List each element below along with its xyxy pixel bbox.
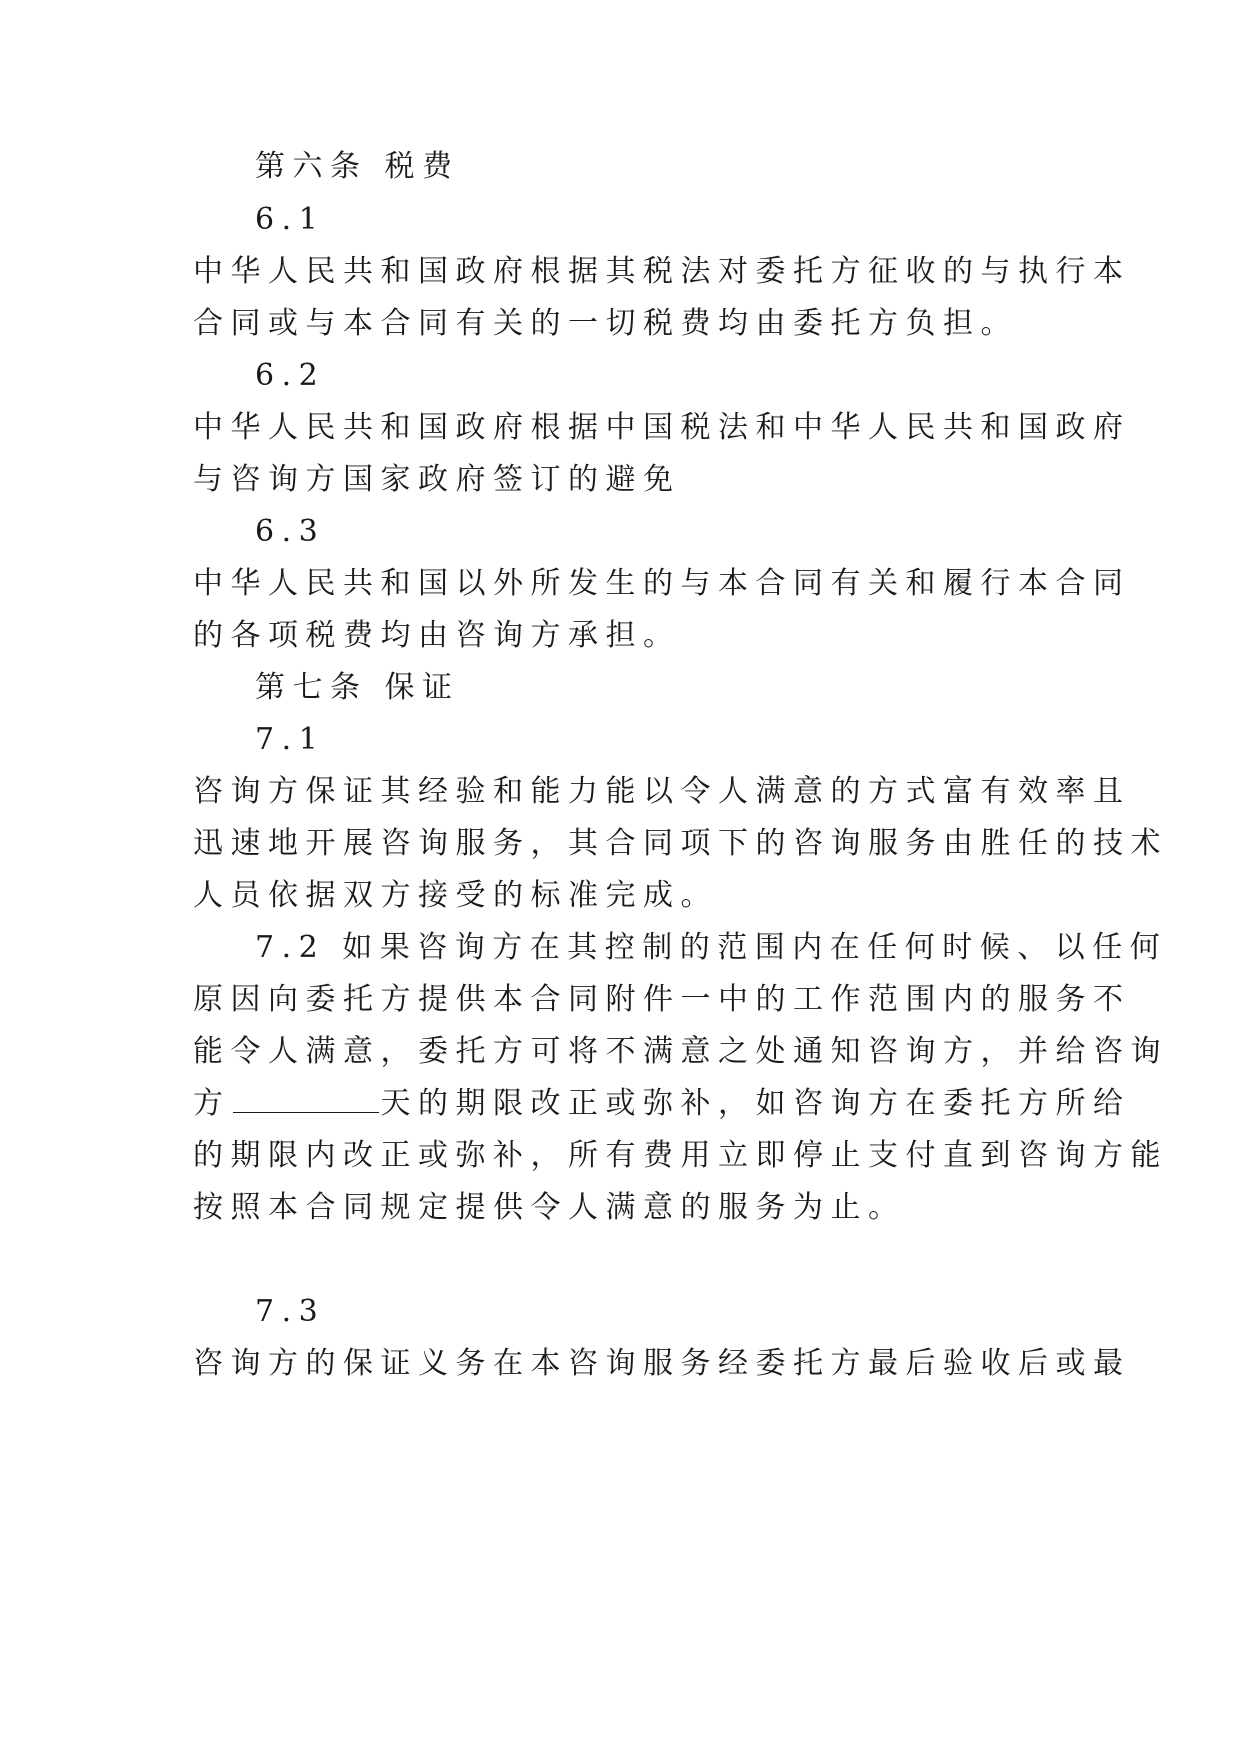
article-7-heading: 第七条 保证: [255, 670, 460, 705]
clause-6-2-text-line-2: 与咨询方国家政府签订的避免: [193, 462, 681, 497]
clause-7-2-text-line-3: 能令人满意，委托方可将不满意之处通知咨询方，并给咨询: [193, 1034, 1168, 1069]
clause-6-3-text-line-1: 中华人民共和国以外所发生的与本合同有关和履行本合同: [193, 566, 1131, 601]
clause-7-1-text-line-1: 咨询方保证其经验和能力能以令人满意的方式富有效率且: [193, 774, 1131, 809]
clause-6-1-text-line-2: 合同或与本合同有关的一切税费均由委托方负担。: [193, 306, 1018, 341]
clause-7-1-text-line-3: 人员依据双方接受的标准完成。: [193, 878, 718, 913]
clause-7-1-number: 7.1: [255, 722, 326, 757]
clause-7-2-line-4-start: 方: [193, 1086, 231, 1121]
clause-7-2-text-line-2: 原因向委托方提供本合同附件一中的工作范围内的服务不: [193, 982, 1131, 1017]
clause-7-2-text-line-5: 的期限内改正或弥补，所有费用立即停止支付直到咨询方能: [193, 1138, 1168, 1173]
clause-7-3-text-line-1: 咨询方的保证义务在本咨询服务经委托方最后验收后或最: [193, 1346, 1131, 1381]
clause-6-2-number: 6.2: [255, 358, 326, 393]
clause-6-1-number: 6.1: [255, 202, 326, 237]
clause-7-3-number: 7.3: [255, 1294, 326, 1329]
clause-6-3-number: 6.3: [255, 514, 326, 549]
clause-7-2-text-line-6: 按照本合同规定提供令人满意的服务为止。: [193, 1190, 906, 1225]
clause-6-1-text-line-1: 中华人民共和国政府根据其税法对委托方征收的与执行本: [193, 254, 1131, 289]
clause-7-2-text-line-4: [193, 1084, 1131, 1124]
clause-6-3-text-line-2: 的各项税费均由咨询方承担。: [193, 618, 681, 653]
days-blank-underline: [233, 1086, 379, 1113]
clause-7-2-line-4-end: 天的期限改正或弥补，如咨询方在委托方所给: [380, 1086, 1131, 1121]
article-6-heading: 第六条 税费: [255, 149, 460, 184]
clause-7-1-text-line-2: 迅速地开展咨询服务，其合同项下的咨询服务由胜任的技术: [193, 826, 1168, 861]
clause-7-2-text-line-1: 7.2 如果咨询方在其控制的范围内在任何时候、以任何: [255, 930, 1168, 965]
clause-6-2-text-line-1: 中华人民共和国政府根据中国税法和中华人民共和国政府: [193, 410, 1131, 445]
